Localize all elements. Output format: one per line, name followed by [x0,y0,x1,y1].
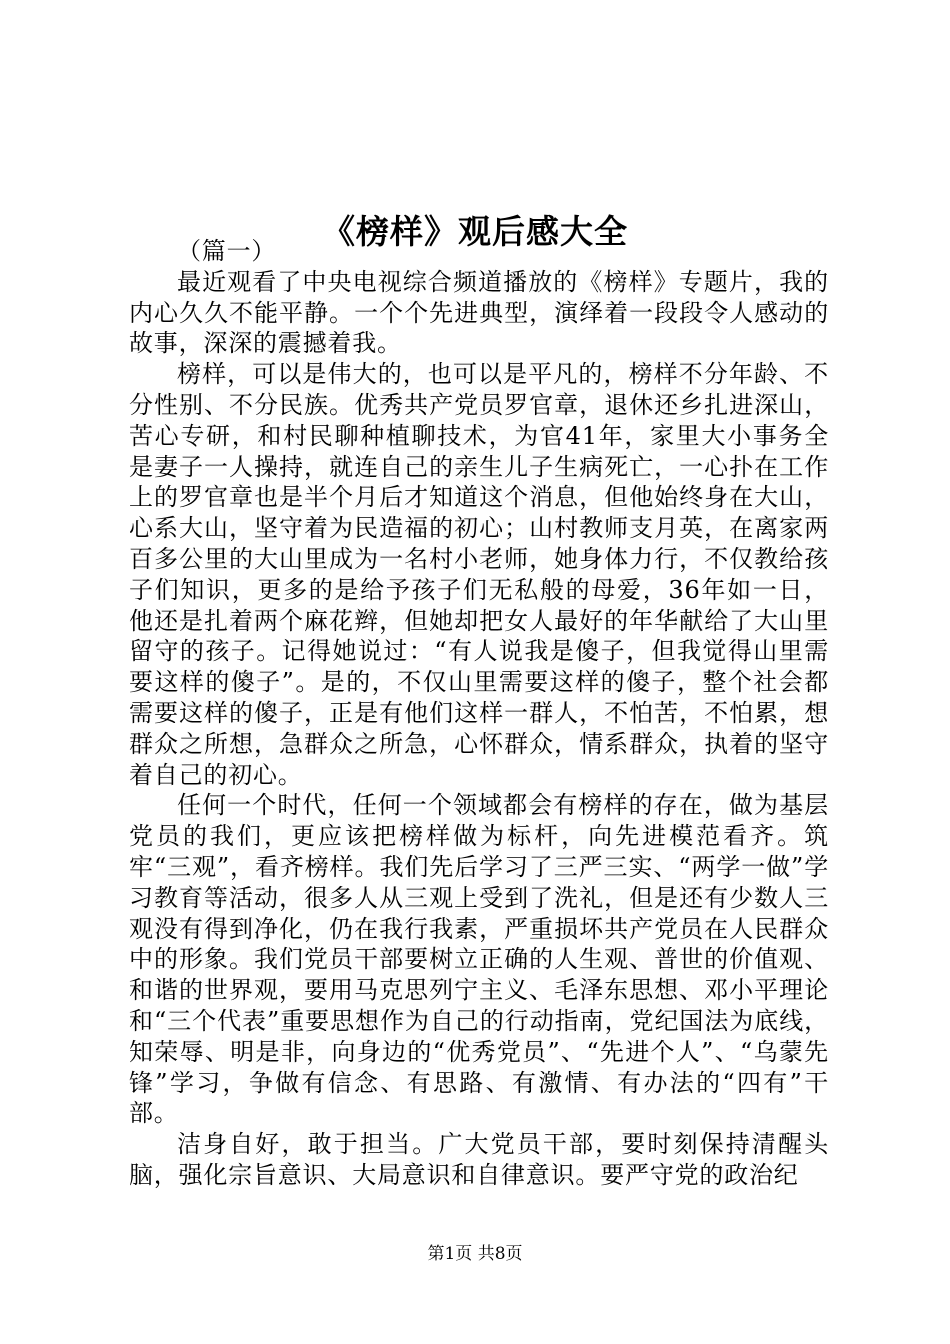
paragraph-1: 最近观看了中央电视综合频道播放的《榜样》专题片，我的内心久久不能平静。一个个先进典型，演绎着一段段令人感动的故事，深深的震撼着我。 [129,267,829,358]
document-title: 《榜样》观后感大全 [322,212,628,252]
section-label: （篇一） [177,237,277,265]
document-body [129,236,829,1191]
page-footer: 第1页 共8页 [427,1244,523,1264]
paragraph-3: 任何一个时代，任何一个领域都会有榜样的存在，做为基层党员的我们，更应该把榜样做为标杆，向先进模范看齐。筑牢“三观”，看齐榜样。我们先后学习了三严三实、“两学一做”学习教育等活动，很多人从三观上受到了洗礼，但是还有少数人三观没有得到净化，仍在我行我素，严重损坏共产党员在人民群众中的形象。我们党员干部要树立正确的人生观、普世的价值观、和谐的世界观，要用马克思列宁主义、毛泽东思想、邓小平理论和“三个代表”重要思想作为自己的行动指南，党纪国法为底线，知荣辱、明是非，向身边的“优秀党员”、“先进个人”、“乌蒙先锋”学习，争做有信念、有思路、有激情、有办法的“四有”干部。 [129,791,829,1128]
paragraph-2: 榜样，可以是伟大的，也可以是平凡的，榜样不分年龄、不分性别、不分民族。优秀共产党员罗官章，退休还乡扎进深山，苦心专研，和村民聊种植聊技术，为官41年，家里大小事务全是妻子一人操持，就连自己的亲生儿子生病死亡，一心扑在工作上的罗官章也是半个月后才知道这个消息，但他始终身在大山，心系大山，坚守着为民造福的初心；山村教师支月英，在离家两百多公里的大山里成为一名村小老师，她身体力行，不仅教给孩子们知识，更多的是给予孩子们无私般的母爱，36年如一日，他还是扎着两个麻花辫，但她却把女人最好的年华献给了大山里留守的孩子。记得她说过：“有人说我是傻子，但我觉得山里需要这样的傻子”。是的，不仅山里需要这样的傻子，整个社会都需要这样的傻子，正是有他们这样一群人，不怕苦，不怕累，想群众之所想，急群众之所急，心怀群众，情系群众，执着的坚守着自己的初心。 [129,360,829,789]
paragraph-4: 洁身自好，敢于担当。广大党员干部，要时刻保持清醒头脑，强化宗旨意识、大局意识和自律意识。要严守党的政治纪 [129,1130,829,1189]
